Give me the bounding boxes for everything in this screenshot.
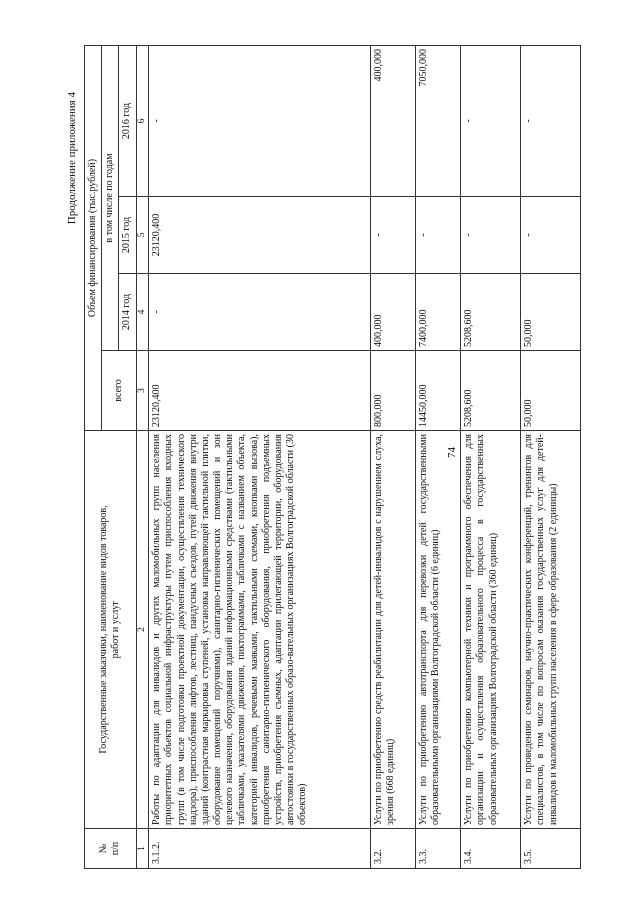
row-2015: - (461, 197, 521, 274)
header-year-2016: 2016 год (119, 45, 136, 196)
funding-table (84, 45, 581, 869)
row-description: Услуги по приобретению компьютерной техники и программного обеспечения для организации и осуществления образовательного процесса в государственных образовательных организациях Волгоградской области (360 единиц) (461, 431, 521, 829)
row-total: 800,000 (371, 351, 416, 431)
table-row (371, 45, 416, 868)
row-2016: 7050,000 (416, 45, 461, 196)
row-number: 3.2. (371, 829, 416, 869)
header-by-years: в том числе по годам (102, 45, 119, 350)
table-row (416, 45, 461, 868)
column-index: 5 (136, 197, 149, 274)
row-2016: - (461, 45, 521, 196)
header-year-2015: 2015 год (119, 197, 136, 274)
row-description: Работы по адаптации для инвалидов и других маломобильных групп населения приоритетных объектов социальной инфраструктуры путем приспособления входных групп (в том числе подготовки проектной документации, осуществления технического надзора), приспособления лифтов, лестниц, пандусных съездов, путей движения внутри зданий (контрастная маркировка ступеней, установка направляющей тактильной плитки, оборудование помещений поручнями), санитарно-гигиенических помещений и зон целевого назначения, оборудования зданий информационными средствами (тактильными табличками, указателями движения, пиктограммами, табличками с названием объекта, категорией инвалидов, речевыми маяками, тактильными схемами, кнопками вызова), приобретения санитарно-гигиенического оборудования, приобретения подъемных устройств, приобретения съемных, адаптации прилегающей территории, оборудования автостоянки в государственных образо-вательных организациях Волгоградской области (30 объектов) (149, 431, 371, 829)
header-total: всего (102, 351, 136, 431)
row-2014: 7400,000 (416, 274, 461, 351)
row-2015: - (416, 197, 461, 274)
row-number: 3.5. (521, 829, 581, 869)
header-funding: Объем финансирования (тыс.рублей) (85, 45, 102, 430)
row-2015: 23120,400 (149, 197, 371, 274)
column-index: 1 (136, 829, 149, 869)
row-number: 3.1.2. (149, 829, 371, 869)
row-2016: 400,000 (371, 45, 416, 196)
table-row (461, 45, 521, 868)
row-total: 23120,400 (149, 351, 371, 431)
appendix-note: Продолжение приложения 4 (66, 92, 78, 225)
row-2014: 50,000 (521, 274, 581, 351)
row-2014: - (149, 274, 371, 351)
row-total: 5208,600 (461, 351, 521, 431)
row-total: 50,000 (521, 351, 581, 431)
row-description: Услуги по проведению семинаров, научно-практических конференций, тренингов для специалистов, в том числе по вопросам оказания государственных услуг для детей-инвалидов и маломобильных групп населения в сфере образования (2 единицы) (521, 431, 581, 829)
row-description: Услуги по приобретению автотранспорта для перевозки детей государственными образовательными организациями Волгоградской области (6 единиц) (416, 431, 461, 829)
row-2015: - (521, 197, 581, 274)
row-2015: - (371, 197, 416, 274)
column-index: 3 (136, 351, 149, 431)
header-works-label: работ и услуг (110, 600, 122, 659)
column-index: 6 (136, 45, 149, 196)
row-total: 14450,000 (416, 351, 461, 431)
row-2014: 5208,600 (461, 274, 521, 351)
column-index-row (136, 45, 149, 868)
column-index: 2 (136, 431, 149, 829)
header-works (85, 431, 137, 829)
row-2016: - (521, 45, 581, 196)
row-2014: 400,000 (371, 274, 416, 351)
row-2016: - (149, 45, 371, 196)
row-description: Услуги по приобретению средств реабилитации для детей-инвалидов с нарушением слуха, зрения (668 единиц) (371, 431, 416, 829)
row-number: 3.4. (461, 829, 521, 869)
page-number: 74 (446, 447, 458, 458)
header-row-1 (85, 45, 102, 868)
table-row (521, 45, 581, 868)
header-customer-label: Государственные заказчики, наименование видов товаров, (98, 505, 110, 754)
header-year-2014: 2014 год (119, 274, 136, 351)
column-index: 4 (136, 274, 149, 351)
row-number: 3.3. (416, 829, 461, 869)
header-num: № п/п (85, 829, 137, 869)
table-row (149, 45, 371, 868)
